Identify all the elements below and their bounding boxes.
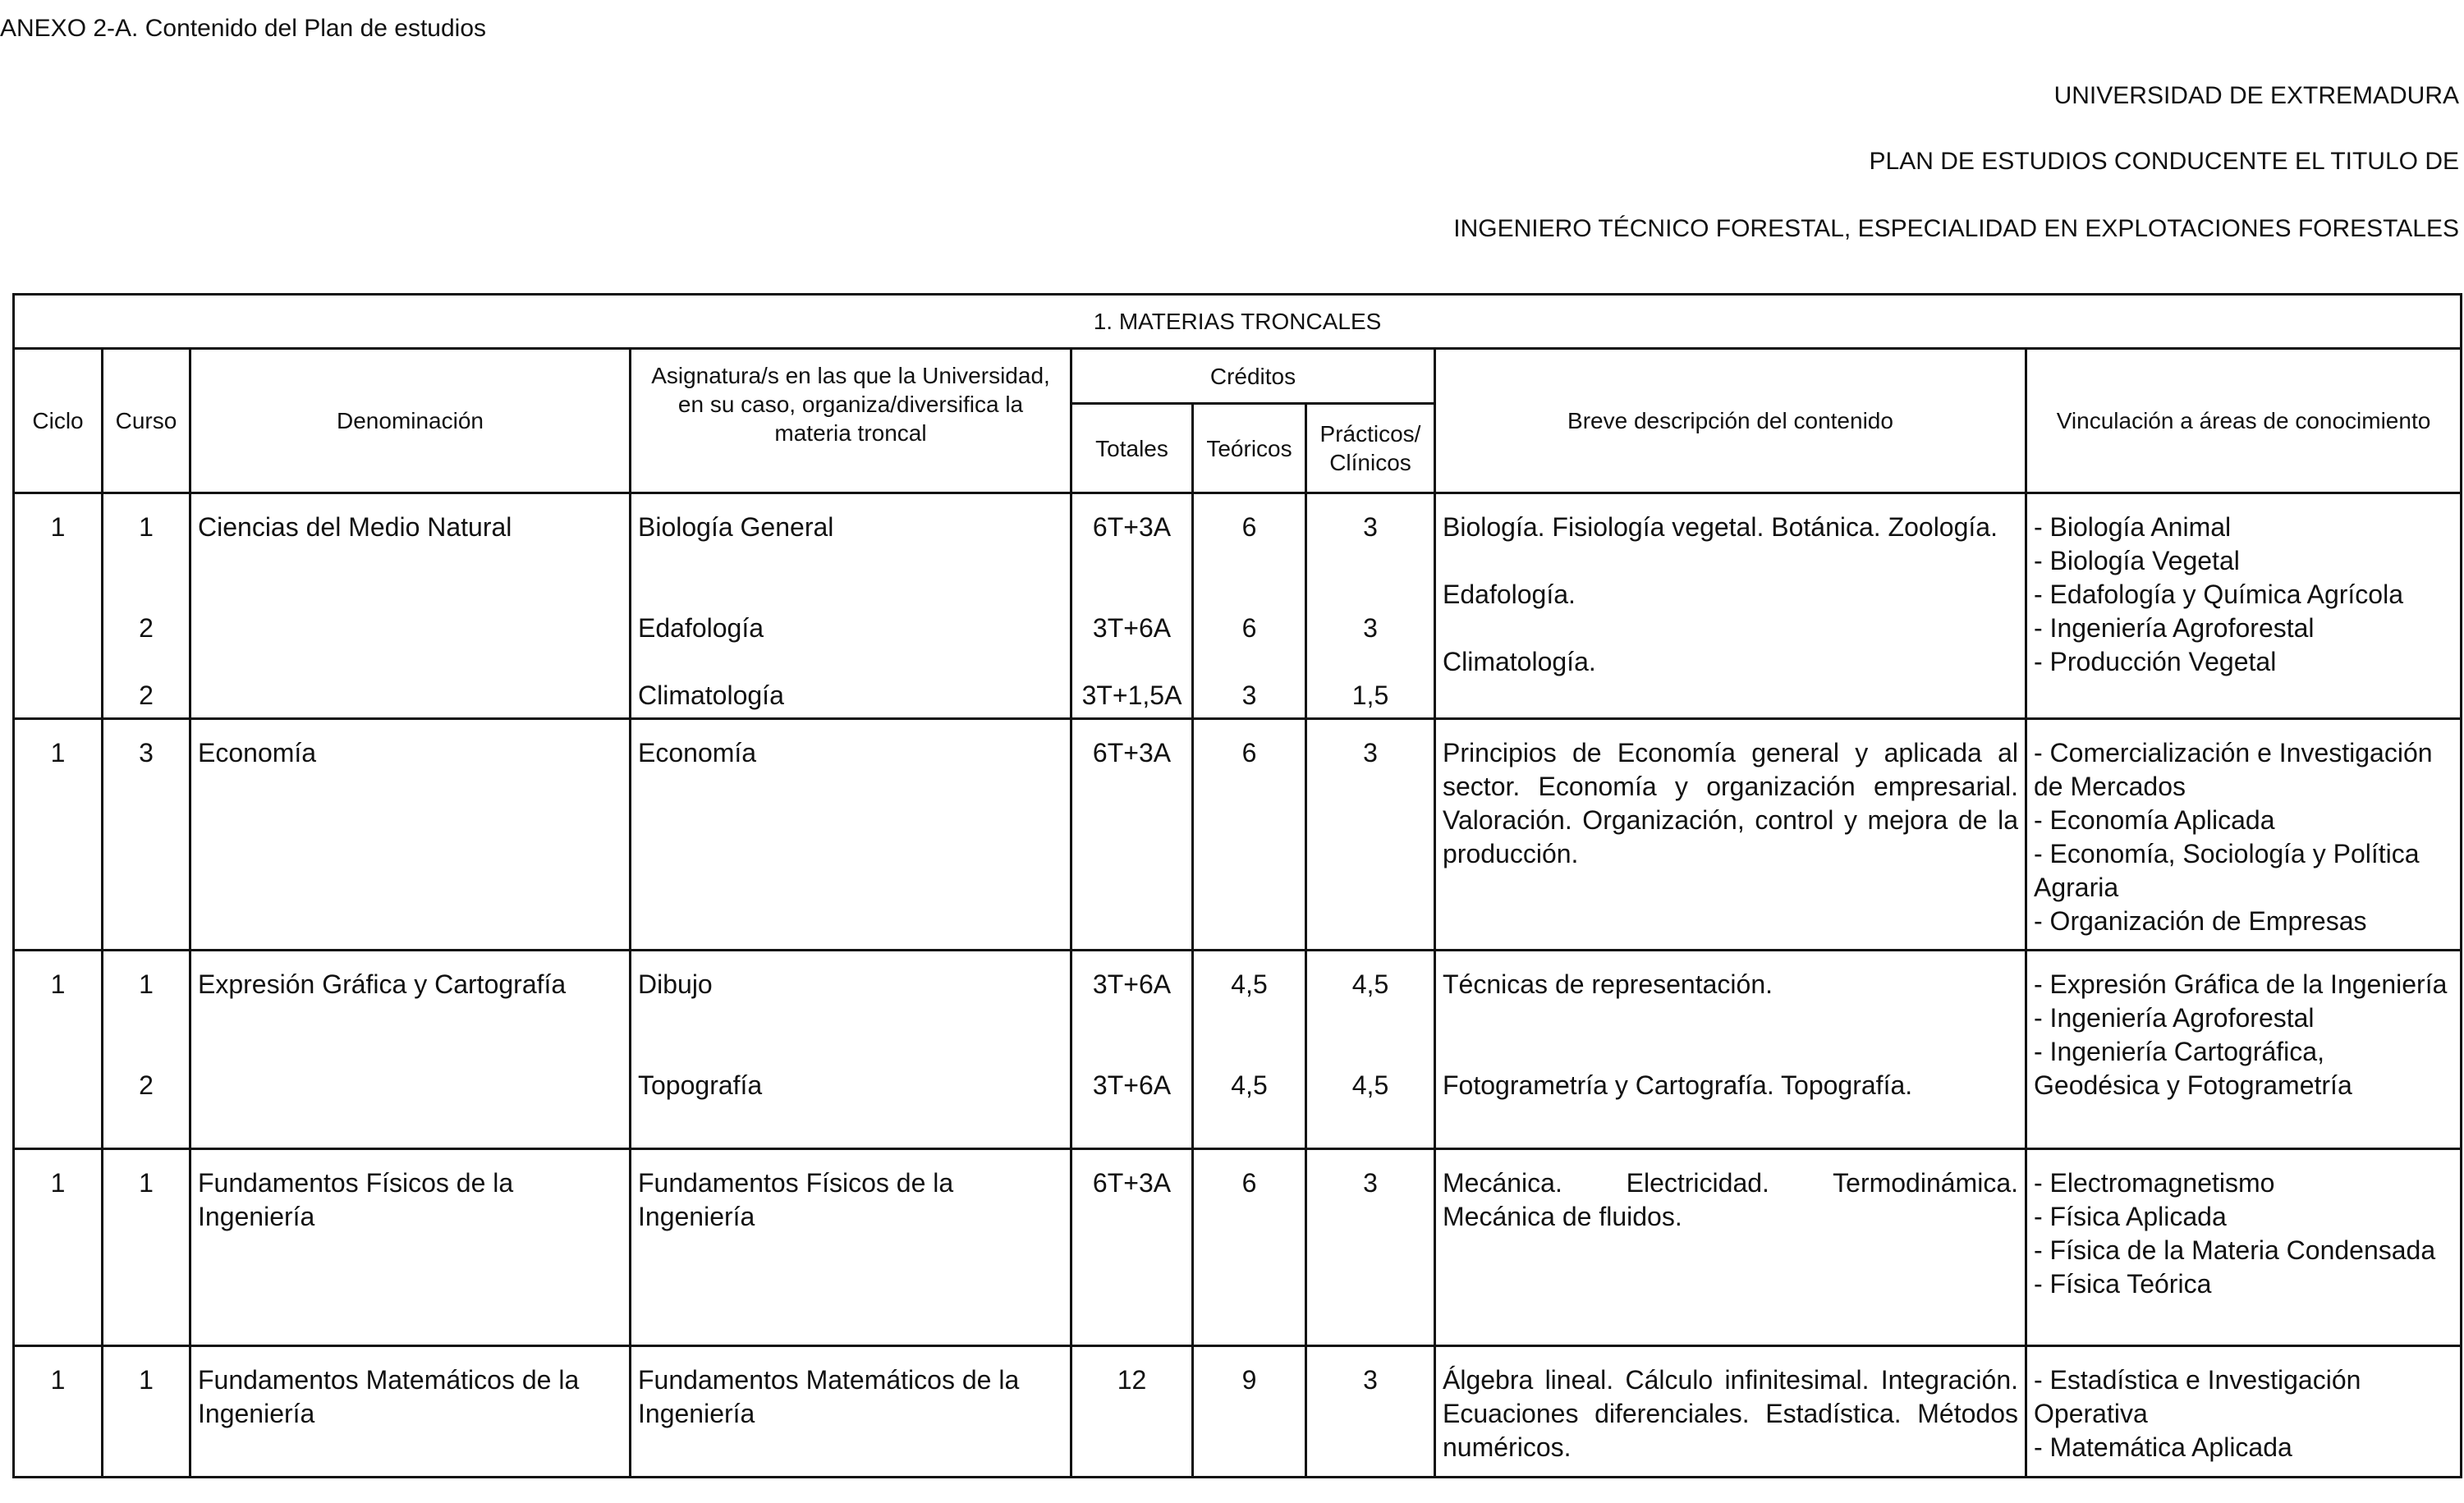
header-vinculacion: Vinculación a áreas de conocimiento (2026, 349, 2462, 493)
curso-cell (103, 1346, 190, 1478)
spacer (1314, 1001, 1427, 1035)
spacer (1443, 612, 2018, 645)
subject-asignatura: Edafología (638, 613, 764, 643)
subject-asignatura: Economía (638, 738, 757, 768)
area-item: - Física Aplicada (2034, 1202, 2227, 1231)
ciclo-cell: 1 (14, 1149, 103, 1346)
vinculacion-cell (2026, 951, 2462, 1149)
annex-title: ANEXO 2-A. Contenido del Plan de estudios (0, 15, 487, 42)
area-item: - Ingeniería Agroforestal (2034, 1003, 2315, 1033)
area-item: - Ingeniería Cartográfica, Geodésica y Fotogrametría (2034, 1037, 2352, 1100)
subject-curso: 2 (139, 613, 154, 643)
spacer (1443, 1001, 2018, 1035)
totales-cell (1071, 1149, 1193, 1346)
spacer (1314, 578, 1427, 612)
spacer (110, 645, 182, 679)
area-item: - Biología Animal (2034, 512, 2232, 542)
subject-asignatura: Fundamentos Físicos de la Ingeniería (638, 1168, 954, 1231)
header-descripcion: Breve descripción del contenido (1435, 349, 2026, 493)
spacer (638, 1035, 1063, 1069)
subject-teoricos: 6 (1241, 512, 1257, 542)
spacer (1443, 544, 2018, 578)
area-item: - Física Teórica (2034, 1269, 2212, 1299)
denominacion-cell: Fundamentos Matemáticos de la Ingeniería (190, 1346, 631, 1478)
subject-curso: 2 (139, 1070, 154, 1100)
spacer (110, 1001, 182, 1035)
table-row (14, 1149, 2462, 1346)
ciclo-cell: 1 (14, 951, 103, 1149)
curso-cell (103, 951, 190, 1149)
subject-descripcion: Fotogrametría y Cartografía. Topografía. (1443, 1070, 1913, 1100)
totales-cell (1071, 951, 1193, 1149)
descripcion-cell (1435, 1346, 2026, 1478)
asignatura-cell (631, 493, 1071, 719)
table-row (14, 493, 2462, 719)
subject-descripcion: Técnicas de representación. (1443, 969, 1773, 999)
vinculacion-cell (2026, 493, 2462, 719)
header-teoricos: Teóricos (1193, 404, 1306, 493)
subject-descripcion: Biología. Fisiología vegetal. Botánica. Zoología. (1443, 512, 1998, 542)
asignatura-cell (631, 1149, 1071, 1346)
spacer (1200, 1035, 1298, 1069)
subject-practicos: 3 (1363, 1365, 1378, 1395)
subject-teoricos: 3 (1241, 680, 1257, 710)
area-item: - Producción Vegetal (2034, 647, 2277, 676)
practicos-cell (1306, 493, 1435, 719)
subject-practicos: 3 (1363, 512, 1378, 542)
table-row (14, 951, 2462, 1149)
subject-practicos: 3 (1363, 613, 1378, 643)
spacer (1314, 645, 1427, 679)
subject-totales: 3T+6A (1092, 613, 1172, 643)
university-name: UNIVERSIDAD DE EXTREMADURA (2053, 82, 2459, 109)
table-body (14, 493, 2462, 1478)
subject-descripcion: Climatología. (1443, 647, 1596, 676)
asignatura-cell (631, 951, 1071, 1149)
practicos-cell (1306, 719, 1435, 951)
descripcion-cell (1435, 951, 2026, 1149)
spacer (110, 578, 182, 612)
curso-cell (103, 493, 190, 719)
spacer (1079, 645, 1185, 679)
descripcion-cell (1435, 493, 2026, 719)
subject-curso: 1 (139, 1365, 154, 1395)
denominacion-cell: Ciencias del Medio Natural (190, 493, 631, 719)
ciclo-cell: 1 (14, 493, 103, 719)
area-item: - Electromagnetismo (2034, 1168, 2275, 1198)
spacer (638, 645, 1063, 679)
ciclo-cell: 1 (14, 719, 103, 951)
header-creditos: Créditos (1071, 349, 1435, 404)
subject-curso: 1 (139, 1168, 154, 1198)
vinculacion-cell (2026, 1346, 2462, 1478)
area-item: - Organización de Empresas (2034, 906, 2367, 936)
plan-title: PLAN DE ESTUDIOS CONDUCENTE EL TITULO DE (1869, 148, 2459, 175)
spacer (1079, 544, 1185, 578)
subject-teoricos: 4,5 (1231, 1070, 1268, 1100)
spacer (1200, 544, 1298, 578)
area-item: - Economía, Sociología y Política Agraria (2034, 839, 2420, 902)
subject-teoricos: 6 (1241, 738, 1257, 768)
teoricos-cell (1193, 493, 1306, 719)
subject-curso: 1 (139, 512, 154, 542)
asignatura-cell (631, 719, 1071, 951)
subject-practicos: 4,5 (1351, 969, 1389, 999)
area-item: - Comercialización e Investigación de Mercados (2034, 738, 2433, 801)
asignatura-cell (631, 1346, 1071, 1478)
header-denominacion: Denominación (190, 349, 631, 493)
area-item: - Edafología y Química Agrícola (2034, 580, 2403, 609)
area-item: - Ingeniería Agroforestal (2034, 613, 2315, 643)
materias-troncales-table (12, 293, 2462, 1478)
totales-cell (1071, 1346, 1193, 1478)
subject-asignatura: Climatología (638, 680, 784, 710)
spacer (110, 1035, 182, 1069)
subject-practicos: 3 (1363, 738, 1378, 768)
spacer (1314, 544, 1427, 578)
subject-descripcion: Álgebra lineal. Cálculo infinitesimal. Integración. Ecuaciones diferenciales. Estadística. Métodos numéricos. (1443, 1365, 2018, 1462)
teoricos-cell (1193, 1346, 1306, 1478)
spacer (1200, 1001, 1298, 1035)
vinculacion-cell (2026, 719, 2462, 951)
teoricos-cell (1193, 951, 1306, 1149)
subject-totales: 6T+3A (1092, 738, 1172, 768)
totales-cell (1071, 493, 1193, 719)
teoricos-cell (1193, 1149, 1306, 1346)
spacer (638, 578, 1063, 612)
subject-totales: 3T+6A (1092, 969, 1172, 999)
subject-teoricos: 9 (1241, 1365, 1257, 1395)
table-row (14, 1346, 2462, 1478)
header-practicos: Prácticos/ Clínicos (1306, 404, 1435, 493)
descripcion-cell (1435, 1149, 2026, 1346)
subject-teoricos: 6 (1241, 613, 1257, 643)
spacer (1200, 645, 1298, 679)
subject-practicos: 3 (1363, 1168, 1378, 1198)
spacer (1443, 1035, 2018, 1069)
ciclo-cell: 1 (14, 1346, 103, 1478)
subject-curso: 1 (139, 969, 154, 999)
spacer (1079, 1001, 1185, 1035)
area-item: - Economía Aplicada (2034, 805, 2275, 835)
spacer (1200, 578, 1298, 612)
descripcion-cell (1435, 719, 2026, 951)
area-item: - Física de la Materia Condensada (2034, 1235, 2436, 1265)
curso-cell (103, 719, 190, 951)
subject-practicos: 4,5 (1351, 1070, 1389, 1100)
totales-cell (1071, 719, 1193, 951)
subject-totales: 6T+3A (1092, 512, 1172, 542)
subject-asignatura: Dibujo (638, 969, 713, 999)
subject-asignatura: Fundamentos Matemáticos de la Ingeniería (638, 1365, 1020, 1428)
area-item: - Matemática Aplicada (2034, 1432, 2292, 1462)
subject-descripcion: Mecánica. Electricidad. Termodinámica. Mecánica de fluidos. (1443, 1168, 2018, 1231)
denominacion-cell: Fundamentos Físicos de la Ingeniería (190, 1149, 631, 1346)
subject-teoricos: 6 (1241, 1168, 1257, 1198)
header-ciclo: Ciclo (14, 349, 103, 493)
subject-descripcion: Principios de Economía general y aplicada al sector. Economía y organización empresarial. Valoración. Organización, control y mejora de la producción. (1443, 738, 2018, 868)
subject-practicos: 1,5 (1351, 680, 1389, 710)
practicos-cell (1306, 951, 1435, 1149)
denominacion-cell: Expresión Gráfica y Cartografía (190, 951, 631, 1149)
spacer (1079, 578, 1185, 612)
subject-asignatura: Topografía (638, 1070, 763, 1100)
table-title: 1. MATERIAS TRONCALES (14, 295, 2462, 349)
spacer (638, 1001, 1063, 1035)
spacer (638, 544, 1063, 578)
subject-totales: 3T+6A (1092, 1070, 1172, 1100)
degree-title: INGENIERO TÉCNICO FORESTAL, ESPECIALIDAD EN EXPLOTACIONES FORESTALES (1453, 215, 2459, 242)
area-item: - Biología Vegetal (2034, 546, 2240, 575)
subject-asignatura: Biología General (638, 512, 834, 542)
table-row (14, 719, 2462, 951)
denominacion-cell: Economía (190, 719, 631, 951)
practicos-cell (1306, 1346, 1435, 1478)
spacer (1079, 1035, 1185, 1069)
spacer (110, 544, 182, 578)
subject-totales: 3T+1,5A (1081, 680, 1182, 710)
spacer (1314, 1035, 1427, 1069)
area-item: - Estadística e Investigación Operativa (2034, 1365, 2361, 1428)
header-curso: Curso (103, 349, 190, 493)
subject-totales: 12 (1117, 1365, 1147, 1395)
header-asignaturas: Asignatura/s en las que la Universidad, en su caso, organiza/diversifica la materia troncal (631, 349, 1071, 493)
subject-teoricos: 4,5 (1231, 969, 1268, 999)
practicos-cell (1306, 1149, 1435, 1346)
area-item: - Expresión Gráfica de la Ingeniería (2034, 969, 2448, 999)
vinculacion-cell (2026, 1149, 2462, 1346)
subject-curso: 2 (139, 680, 154, 710)
subject-descripcion: Edafología. (1443, 580, 1576, 609)
subject-curso: 3 (139, 738, 154, 768)
teoricos-cell (1193, 719, 1306, 951)
subject-totales: 6T+3A (1092, 1168, 1172, 1198)
header-totales: Totales (1071, 404, 1193, 493)
curso-cell (103, 1149, 190, 1346)
